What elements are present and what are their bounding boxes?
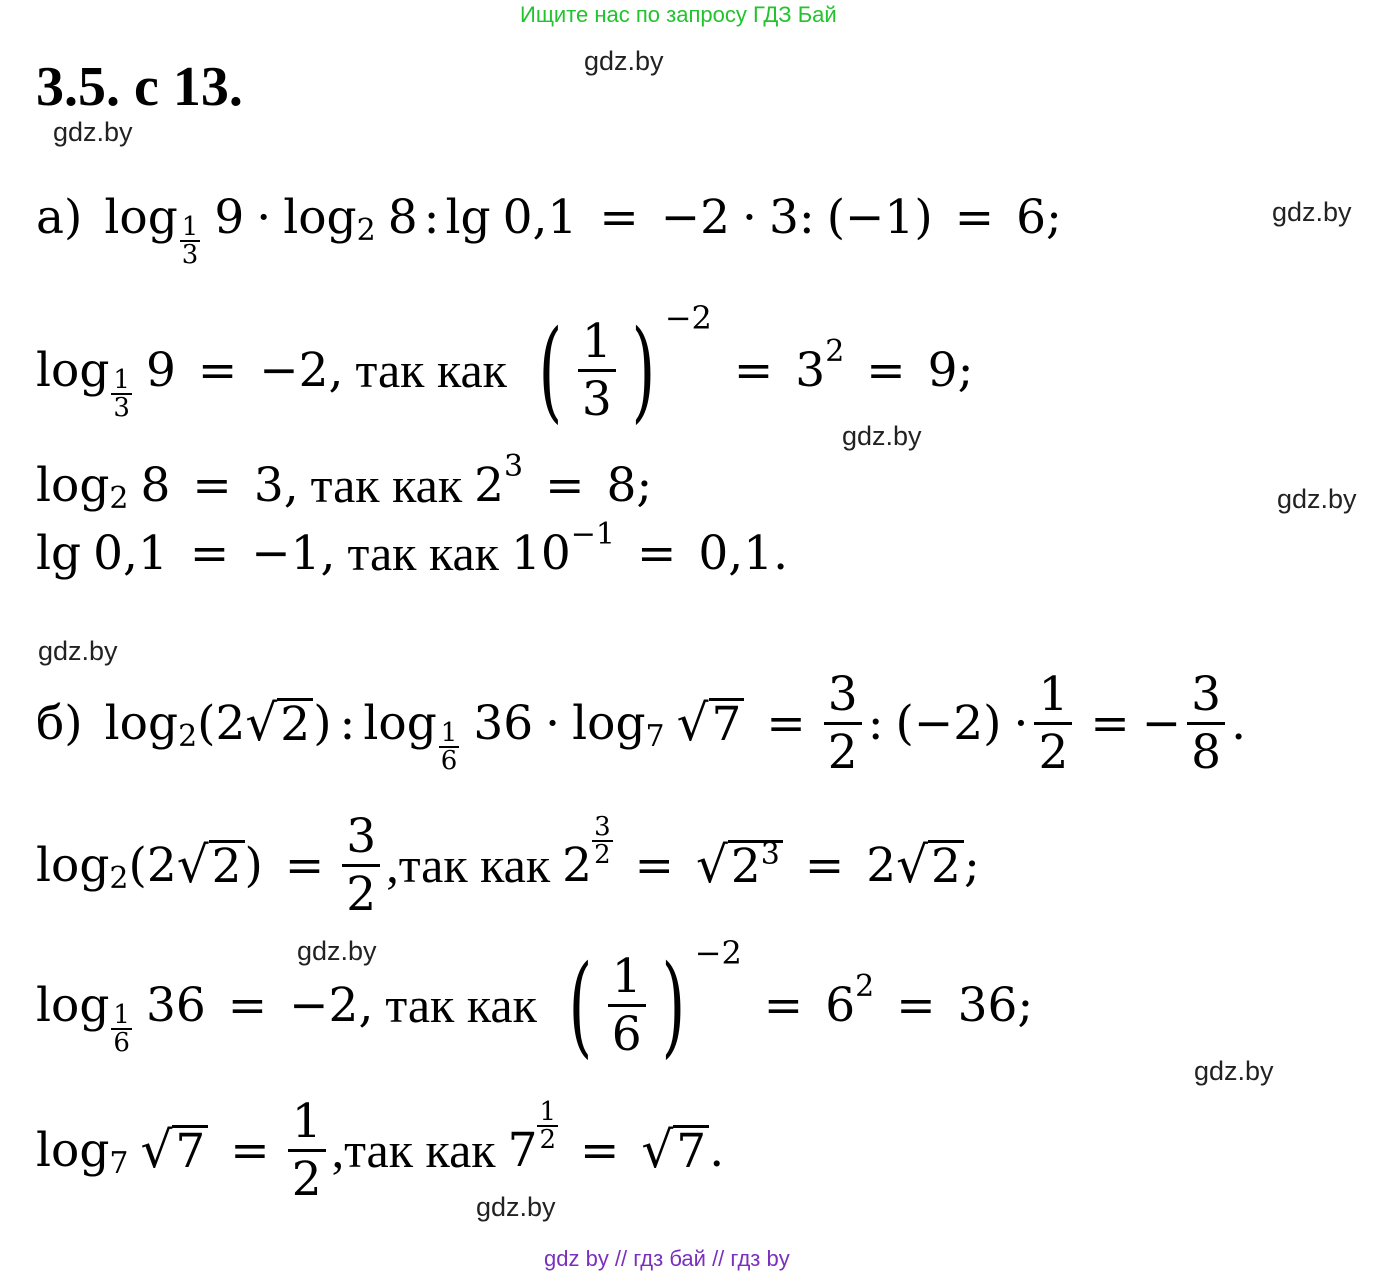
radicand: 7 — [709, 698, 745, 748]
equals-sign: = — [545, 457, 585, 513]
log-symbol: log — [283, 189, 357, 245]
log-symbol: log — [36, 457, 110, 513]
equals-sign: = — [766, 695, 806, 751]
square-root: √ 2 — [245, 698, 313, 748]
result: 6; — [1016, 189, 1062, 245]
equals-sign: = — [804, 837, 845, 893]
multiply-dot: · — [256, 189, 272, 245]
paren-open: (2 — [197, 695, 246, 751]
exercise-heading: 3.5. с 13. — [36, 56, 243, 118]
square-root: √ 7 — [677, 698, 745, 748]
radicand-base: 2 — [730, 839, 761, 894]
base-denominator: 6 — [113, 1028, 130, 1058]
fraction — [824, 666, 862, 780]
log-base: 7 — [645, 719, 665, 754]
log-argument: 8 — [387, 189, 418, 245]
square-root: √ $2^3$ — [696, 840, 783, 890]
part-b-main-equation — [36, 658, 1246, 788]
value: −2, — [289, 977, 374, 1033]
search-banner: Ищите нас по запросу ГДЗ Бай — [520, 2, 837, 27]
value: 3, — [253, 457, 299, 513]
paren-close: ) — [313, 695, 332, 751]
equals-sign: = — [189, 525, 230, 581]
exponent-numerator: 1 — [539, 1097, 557, 1127]
period: . — [1231, 695, 1247, 751]
part-a-line-3 — [36, 517, 789, 581]
because-text: так как — [347, 525, 499, 581]
part-b-line-3 — [36, 1085, 724, 1215]
log-argument: 36 — [145, 977, 206, 1033]
part-b-line-1 — [36, 800, 980, 930]
base-number: 10 — [510, 525, 571, 581]
exponent-denominator: 2 — [539, 1125, 557, 1155]
exponent: −2 — [694, 934, 742, 972]
fraction-numerator: 1 — [611, 948, 642, 1004]
fraction-numerator: 3 — [346, 808, 377, 864]
equals-sign: = — [763, 977, 804, 1033]
log-symbol: log — [104, 695, 179, 751]
square-root: √ 2 — [177, 840, 245, 890]
fraction-denominator: 2 — [342, 864, 380, 918]
equals-sign: = — [599, 189, 639, 245]
equals-sign: = — [230, 1122, 270, 1178]
equals-sign: = — [866, 342, 906, 398]
equals-sign: = — [580, 1122, 620, 1178]
equals-sign: = — [1090, 695, 1130, 751]
exponent-denominator: 2 — [594, 840, 611, 870]
fraction — [288, 1093, 326, 1207]
equals-sign: = — [227, 977, 268, 1033]
fraction-denominator: 6 — [608, 1004, 646, 1058]
parenthesized-fraction: ( $\frac{1}{6}$ ) — [568, 941, 685, 1069]
exponent: −1 — [570, 517, 616, 552]
watermark: gdz.by — [1277, 484, 1357, 514]
part-a-main-equation — [36, 189, 1062, 270]
part-b-label: б) — [36, 695, 83, 751]
exponent: −2 — [664, 299, 712, 337]
exponent-fraction — [537, 1099, 558, 1153]
equals-sign: = — [634, 837, 674, 893]
part-a-line-1 — [36, 299, 974, 435]
value: (−1) — [826, 189, 933, 245]
log-base: 7 — [109, 1146, 129, 1181]
watermark: gdz.by — [1272, 197, 1352, 227]
base-numerator: 1 — [440, 718, 458, 748]
base-number: 7 — [507, 1122, 538, 1178]
log-base: 2 — [178, 719, 198, 754]
radicand: 7 — [172, 1125, 208, 1175]
paren-close: ) — [244, 837, 263, 893]
exponent: 2 — [825, 334, 845, 369]
because-text: так как — [385, 977, 537, 1033]
log-argument: 36 — [473, 695, 534, 751]
radicand — [728, 837, 783, 894]
equals-sign: = — [733, 342, 774, 398]
value: (−2) — [895, 695, 1002, 751]
part-a-label: а) — [36, 189, 83, 245]
radicand: 2 — [277, 698, 313, 748]
log-argument: 8 — [140, 457, 171, 513]
fraction — [1034, 666, 1072, 780]
because-text: ,так как — [386, 837, 551, 893]
lg-symbol: lg — [445, 189, 491, 245]
log-symbol: log — [363, 695, 437, 751]
log-base-fraction — [439, 720, 460, 774]
base-number: 2 — [562, 837, 593, 893]
log-base: 2 — [109, 481, 129, 516]
watermark: gdz.by — [476, 1192, 556, 1222]
log-symbol: log — [36, 837, 110, 893]
watermark: gdz.by — [1194, 1056, 1274, 1086]
base-number: 3 — [795, 342, 826, 398]
watermark: gdz.by — [842, 421, 922, 451]
log-symbol: log — [572, 695, 646, 751]
result: 0,1. — [698, 525, 789, 581]
watermark: gdz.by — [53, 117, 133, 147]
because-text: так как — [355, 342, 507, 398]
base-number: 2 — [474, 457, 505, 513]
radicand: 2 — [209, 840, 245, 890]
equals-sign: = — [954, 189, 995, 245]
log-argument: 9 — [145, 342, 176, 398]
fraction-numerator: 1 — [291, 1093, 322, 1149]
fraction — [342, 808, 380, 922]
log-base: 2 — [109, 861, 129, 896]
exponent-fraction — [592, 814, 613, 868]
part-a-line-2 — [36, 449, 653, 516]
fraction-numerator: 1 — [581, 313, 612, 369]
fraction-denominator: 3 — [578, 369, 616, 423]
equals-sign: = — [637, 525, 677, 581]
value: −2, — [259, 342, 344, 398]
square-root: √ 7 — [141, 1125, 209, 1175]
log-symbol: log — [36, 342, 110, 398]
minus-sign: − — [1141, 695, 1182, 751]
radicand: 7 — [673, 1125, 709, 1175]
log-base-fraction — [180, 214, 201, 268]
base-denominator: 3 — [181, 240, 199, 270]
watermark: gdz.by — [297, 936, 377, 966]
fraction-denominator: 2 — [1034, 722, 1072, 776]
divide-colon: : — [423, 189, 440, 245]
period: . — [709, 1122, 725, 1178]
parenthesized-fraction: ( $\frac{1}{3}$ ) — [538, 306, 656, 434]
value: −2 — [660, 189, 731, 245]
watermark: gdz.by — [38, 636, 118, 666]
because-text: ,так как — [331, 1122, 496, 1178]
exponent: 3 — [504, 449, 524, 484]
paren-open: (2 — [128, 837, 177, 893]
lg-symbol: lg — [36, 525, 82, 581]
log-argument: 9 — [214, 189, 245, 245]
exponent: 3 — [760, 837, 780, 872]
radicand: 2 — [928, 840, 964, 890]
exponent-numerator: 3 — [594, 812, 611, 842]
square-root: √ 2 — [896, 840, 964, 890]
fraction-numerator: 3 — [827, 666, 858, 722]
fraction — [1187, 666, 1225, 780]
equals-sign: = — [192, 457, 232, 513]
lg-argument: 0,1 — [502, 189, 578, 245]
log-symbol: log — [104, 189, 178, 245]
log-symbol: log — [36, 977, 110, 1033]
watermark: gdz.by — [584, 46, 664, 76]
fraction-denominator: 2 — [824, 722, 862, 776]
base-denominator: 6 — [440, 746, 458, 776]
log-base: 2 — [356, 213, 376, 248]
result: 9; — [927, 342, 974, 398]
base-denominator: 3 — [113, 393, 130, 423]
because-text: так как — [310, 457, 463, 513]
exponent: 2 — [855, 969, 875, 1004]
equals-sign: = — [284, 837, 325, 893]
coefficient: 2 — [866, 837, 897, 893]
base-numerator: 1 — [181, 212, 199, 242]
base-numerator: 1 — [113, 1000, 130, 1030]
fraction-numerator: 1 — [1038, 666, 1069, 722]
log-base-fraction — [111, 367, 132, 421]
square-root: √ 7 — [641, 1125, 709, 1175]
fraction-numerator: 3 — [1191, 666, 1222, 722]
equals-sign: = — [197, 342, 238, 398]
base-numerator: 1 — [113, 365, 130, 395]
divide-colon: : — [339, 695, 356, 751]
base-number: 6 — [825, 977, 856, 1033]
footer-links: gdz by // гдз бай // гдз by — [544, 1246, 790, 1271]
lg-argument: 0,1 — [93, 525, 168, 581]
multiply-dot: · — [742, 189, 757, 245]
part-b-line-2 — [36, 934, 1034, 1070]
multiply-dot: · — [545, 695, 561, 751]
fraction-denominator: 8 — [1187, 722, 1225, 776]
divide-colon: : — [867, 695, 884, 751]
equals-sign: = — [896, 977, 936, 1033]
semicolon: ; — [963, 837, 980, 893]
value: −1, — [251, 525, 336, 581]
value: 3: — [768, 189, 815, 245]
log-base-fraction — [111, 1002, 132, 1056]
result: 36; — [957, 977, 1034, 1033]
log-symbol: log — [36, 1122, 110, 1178]
result: 8; — [606, 457, 653, 513]
multiply-dot: · — [1013, 695, 1029, 751]
fraction-denominator: 2 — [288, 1149, 326, 1203]
